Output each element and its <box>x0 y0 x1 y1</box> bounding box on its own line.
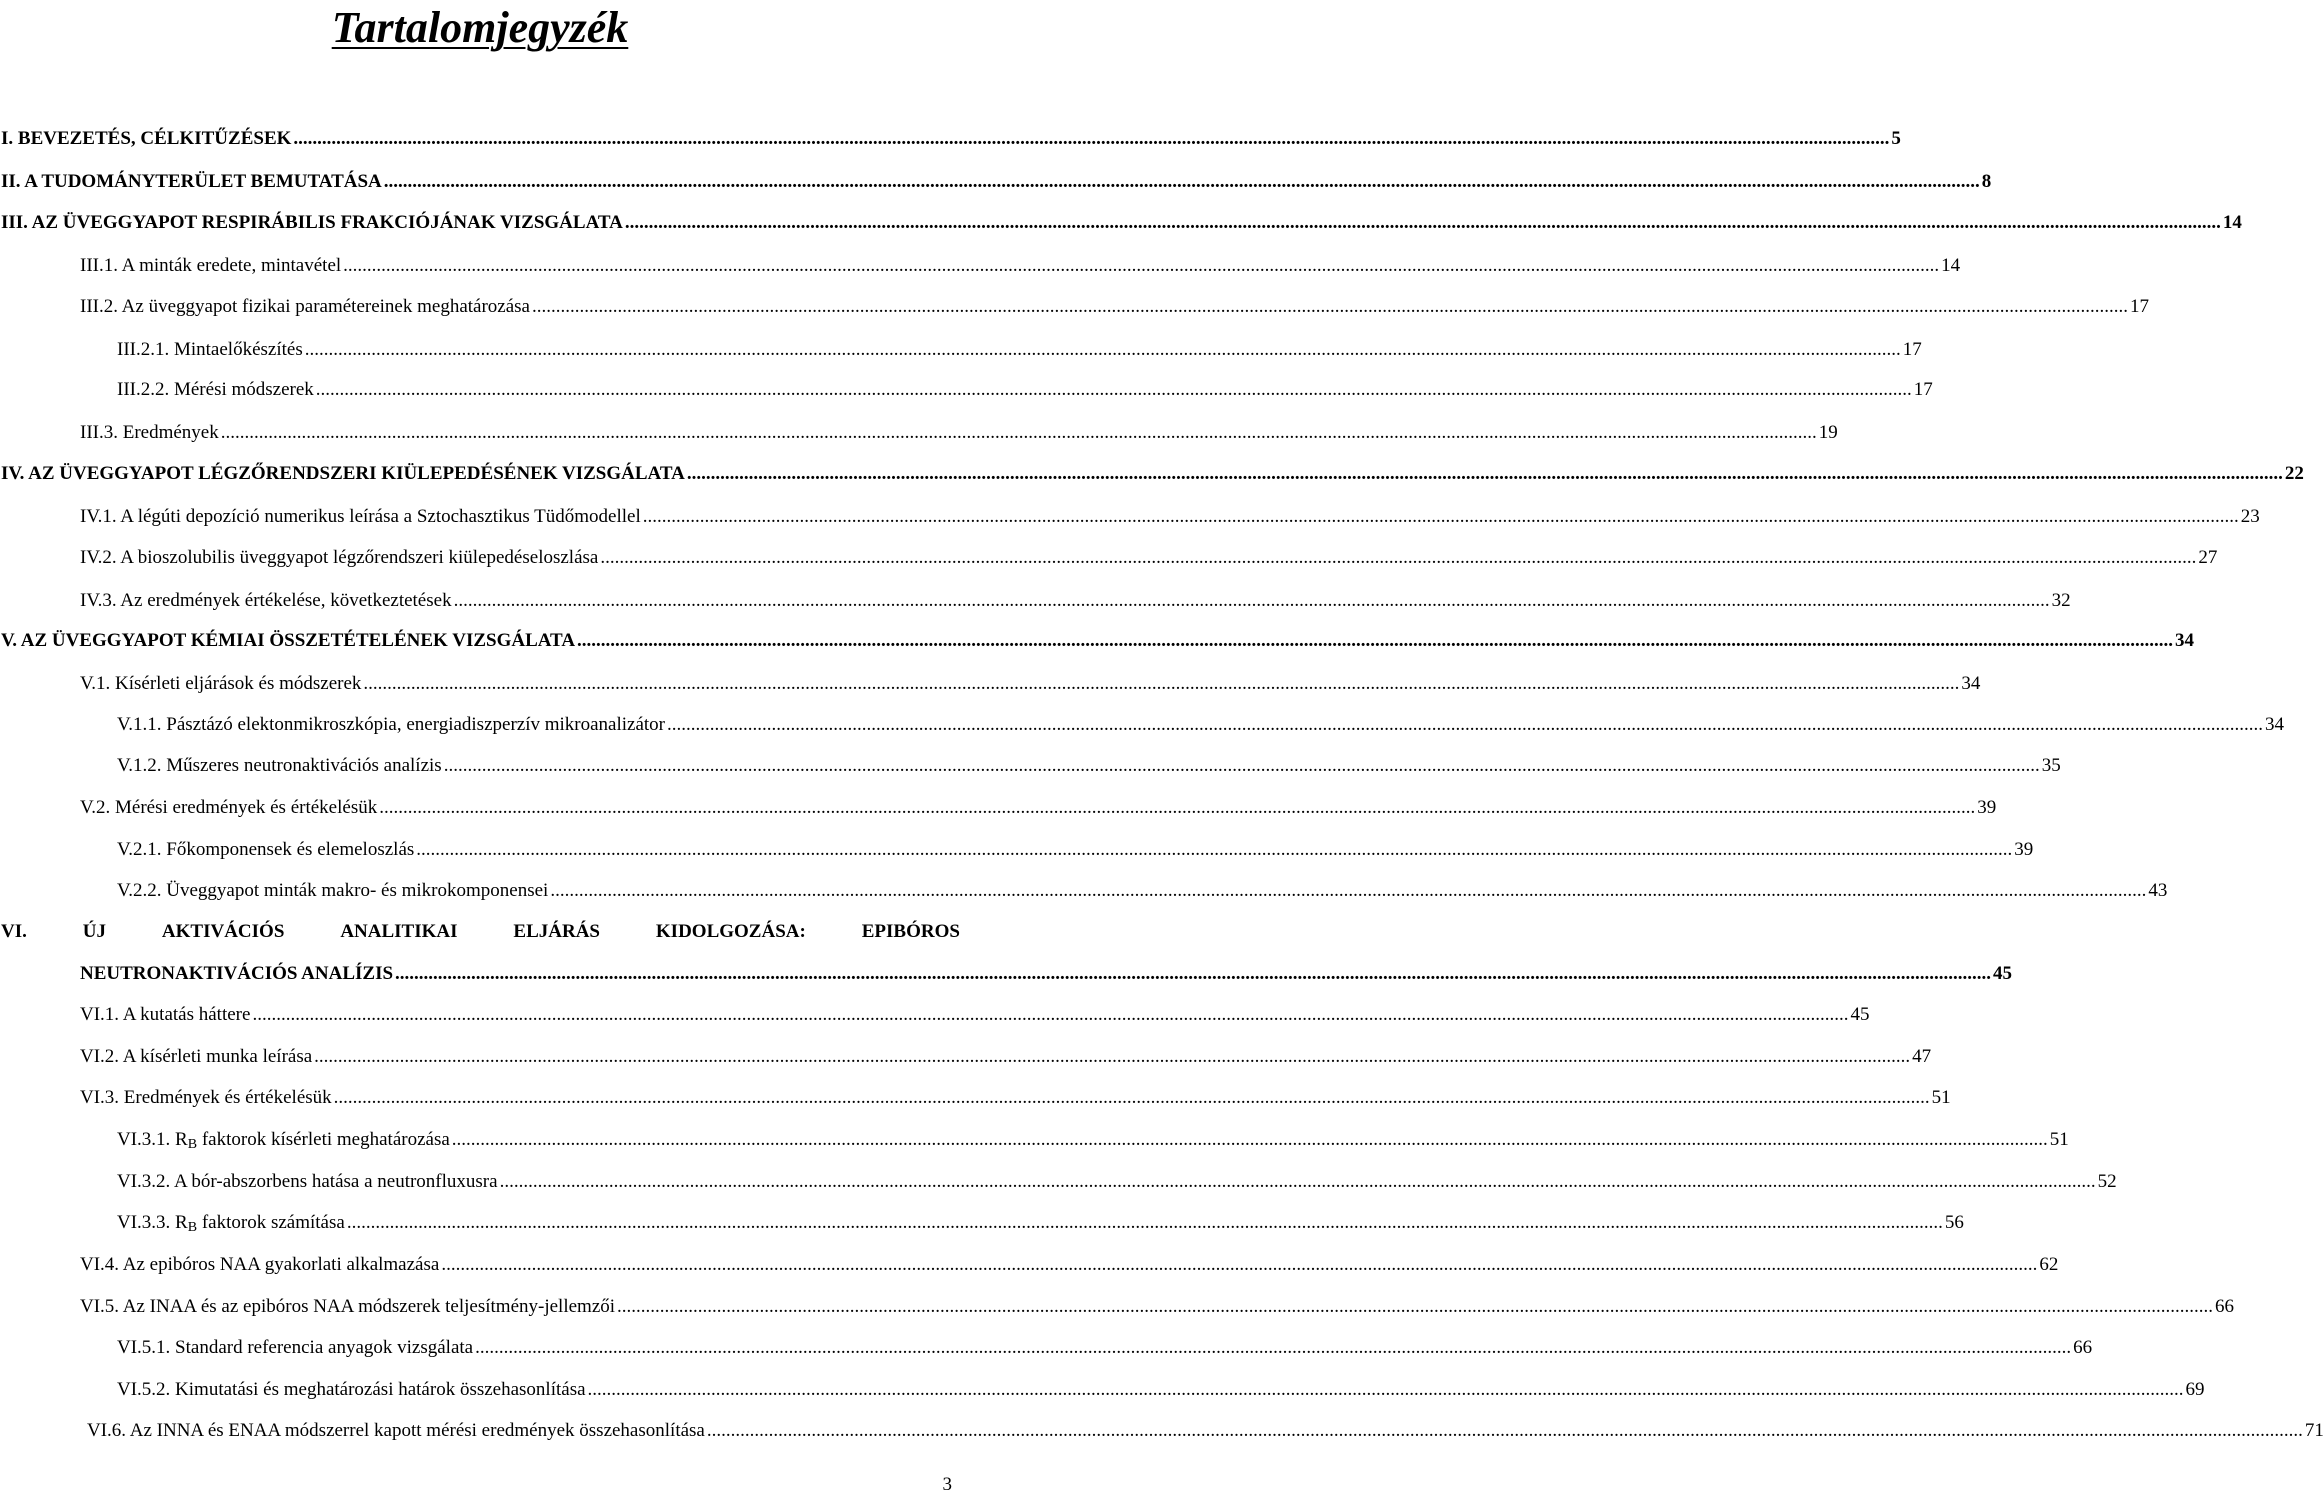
label-text: VI.3.3. R <box>117 1212 188 1233</box>
toc-entry-label: II. A TUDOMÁNYTERÜLET BEMUTATÁSA <box>1 171 382 192</box>
toc-leader: ................................................................................................................................................................................................................................................................................................................................................ <box>667 714 2264 735</box>
toc-entry[interactable] <box>80 421 1838 445</box>
toc-entry-page: 66 <box>2073 1337 2093 1358</box>
label-text: faktorok kísérleti meghatározása <box>197 1129 450 1150</box>
label-subscript: B <box>187 1137 198 1152</box>
toc-entry-page: 8 <box>1981 171 1992 192</box>
toc-leader: ................................................................................................................................................................................................................................................................................................................................................ <box>531 296 2128 317</box>
toc-entry-label: VI.6. Az INNA és ENAA módszerrel kapott mérési eredmények összehasonlítása <box>87 1420 705 1441</box>
toc-entry[interactable] <box>117 1128 2069 1157</box>
toc-entry-page: 34 <box>1961 673 1981 694</box>
toc-entry-label: V. AZ ÜVEGGYAPOT KÉMIAI ÖSSZETÉTELÉNEK VIZSGÁLATA <box>1 630 576 651</box>
toc-entry-page: 51 <box>2049 1129 2069 1150</box>
section-vi-heading-line1[interactable] <box>1 920 960 944</box>
toc-entry-label: VI.5. Az INAA és az epibóros NAA módszerek teljesítmény-jellemzői <box>80 1296 616 1317</box>
toc-entry-page: 22 <box>2284 463 2304 484</box>
toc-entry-label: VI.5.2. Kimutatási és meghatározási határok összehasonlítása <box>117 1379 586 1400</box>
toc-leader: ................................................................................................................................................................................................................................................................................................................................................ <box>395 963 1992 984</box>
toc-entry-page: 19 <box>1818 422 1838 443</box>
toc-entry[interactable] <box>117 754 2061 778</box>
toc-leader: ................................................................................................................................................................................................................................................................................................................................................ <box>624 212 2221 233</box>
label-subscript: B <box>187 1220 198 1235</box>
toc-entry-page: 32 <box>2051 590 2071 611</box>
toc-entry-label: III.2.2. Mérési módszerek <box>117 379 314 400</box>
toc-entry[interactable] <box>80 796 1997 820</box>
toc-entry-label: V.2.2. Üveggyapot minták makro- és mikrokomponensei <box>117 880 549 901</box>
toc-leader: ................................................................................................................................................................................................................................................................................................................................................ <box>346 1212 1943 1233</box>
toc-entry[interactable] <box>1 462 2304 486</box>
toc-leader: ................................................................................................................................................................................................................................................................................................................................................ <box>499 1171 2096 1192</box>
toc-entry-page: 47 <box>1912 1046 1932 1067</box>
page-number: 3 <box>942 1474 952 1495</box>
toc-entry[interactable] <box>1 629 2195 653</box>
toc-entry[interactable] <box>80 962 2013 986</box>
toc-entry[interactable] <box>80 1045 1932 1069</box>
toc-entry-page: 17 <box>1913 379 1933 400</box>
toc-entry-page: 35 <box>2041 755 2061 776</box>
label-text: faktorok számítása <box>197 1212 345 1233</box>
toc-entry[interactable] <box>80 1253 2059 1277</box>
toc-entry-page: 45 <box>1993 963 2013 984</box>
toc-entry-page: 34 <box>2175 630 2195 651</box>
toc-entry-page: 52 <box>2097 1171 2117 1192</box>
toc-entry-page: 23 <box>2240 506 2260 527</box>
toc-entry[interactable] <box>117 1378 2205 1402</box>
heading-word: KIDOLGOZÁSA: <box>655 921 806 942</box>
toc-leader: ................................................................................................................................................................................................................................................................................................................................................ <box>686 463 2283 484</box>
toc-leader: ................................................................................................................................................................................................................................................................................................................................................ <box>441 1254 2038 1275</box>
toc-entry-page: 34 <box>2265 714 2285 735</box>
toc-entry-page: 14 <box>2222 212 2242 233</box>
toc-entry[interactable] <box>1 127 1901 151</box>
toc-entry-label: III.1. A minták eredete, mintavétel <box>80 255 342 276</box>
toc-entry-label: IV. AZ ÜVEGGYAPOT LÉGZŐRENDSZERI KIÜLEPEDÉSÉNEK VIZSGÁLATA <box>1 463 685 484</box>
toc-leader: ................................................................................................................................................................................................................................................................................................................................................ <box>383 171 1980 192</box>
toc-entry-label: NEUTRONAKTIVÁCIÓS ANALÍZIS <box>80 963 394 984</box>
toc-entry-page: 17 <box>1902 339 1922 360</box>
toc-entry-label: I. BEVEZETÉS, CÉLKITŰZÉSEK <box>1 128 292 149</box>
toc-leader: ................................................................................................................................................................................................................................................................................................................................................ <box>293 128 1890 149</box>
toc-entry[interactable] <box>117 338 1922 362</box>
toc-entry-label: III.2. Az üveggyapot fizikai paramétereinek meghatározása <box>80 296 530 317</box>
toc-leader: ................................................................................................................................................................................................................................................................................................................................................ <box>333 1087 1930 1108</box>
toc-leader: ................................................................................................................................................................................................................................................................................................................................................ <box>343 255 1940 276</box>
toc-leader: ................................................................................................................................................................................................................................................................................................................................................ <box>642 506 2239 527</box>
toc-entry[interactable] <box>80 1295 2235 1319</box>
toc-entry-page: 69 <box>2185 1379 2205 1400</box>
toc-leader: ................................................................................................................................................................................................................................................................................................................................................ <box>453 590 2050 611</box>
toc-leader: ................................................................................................................................................................................................................................................................................................................................................ <box>314 1046 1911 1067</box>
toc-entry[interactable] <box>87 1419 2324 1443</box>
toc-leader: ................................................................................................................................................................................................................................................................................................................................................ <box>475 1337 2072 1358</box>
toc-entry-page: 5 <box>1891 128 1901 149</box>
toc-entry-label <box>117 1128 450 1157</box>
toc-entry-label: VI.5.1. Standard referencia anyagok vizsgálata <box>117 1337 474 1358</box>
toc-entry-label: VI.1. A kutatás háttere <box>80 1004 251 1025</box>
toc-entry-label: VI.2. A kísérleti munka leírása <box>80 1046 313 1067</box>
toc-entry[interactable] <box>80 1086 1951 1110</box>
heading-word: EPIBÓROS <box>861 921 960 942</box>
heading-word: VI. <box>1 921 27 942</box>
toc-entry-page: 62 <box>2039 1254 2059 1275</box>
toc-leader: ................................................................................................................................................................................................................................................................................................................................................ <box>443 755 2040 776</box>
toc-entry-label: III.2.1. Mintaelőkészítés <box>117 339 303 360</box>
toc-entry-page: 66 <box>2215 1296 2235 1317</box>
toc-leader: ................................................................................................................................................................................................................................................................................................................................................ <box>577 630 2174 651</box>
toc-leader: ................................................................................................................................................................................................................................................................................................................................................ <box>451 1129 2048 1150</box>
page-title: Tartalomjegyzék <box>331 3 629 52</box>
toc-leader: ................................................................................................................................................................................................................................................................................................................................................ <box>379 797 1976 818</box>
toc-leader: ................................................................................................................................................................................................................................................................................................................................................ <box>587 1379 2184 1400</box>
toc-entry-label: VI.3. Eredmények és értékelésük <box>80 1087 332 1108</box>
toc-entry[interactable] <box>80 672 1981 696</box>
toc-leader: ................................................................................................................................................................................................................................................................................................................................................ <box>550 880 2147 901</box>
toc-entry[interactable] <box>117 378 1933 402</box>
toc-entry-label: V.2. Mérési eredmények és értékelésük <box>80 797 378 818</box>
toc-leader: ................................................................................................................................................................................................................................................................................................................................................ <box>600 547 2197 568</box>
toc-entry[interactable] <box>80 505 2260 529</box>
toc-entry-label: VI.4. Az epibóros NAA gyakorlati alkalmazása <box>80 1254 440 1275</box>
toc-entry-label: V.1.2. Műszeres neutronaktivációs analízis <box>117 755 442 776</box>
toc-entry-page: 43 <box>2148 880 2168 901</box>
toc-leader: ................................................................................................................................................................................................................................................................................................................................................ <box>706 1420 2303 1441</box>
toc-entry-label <box>117 1211 345 1240</box>
toc-entry[interactable] <box>1 211 2242 235</box>
toc-entry-page: 45 <box>1850 1004 1870 1025</box>
toc-entry[interactable] <box>117 879 2168 903</box>
toc-entry[interactable] <box>80 254 1961 278</box>
heading-word: ÚJ <box>82 921 107 942</box>
toc-entry-page: 39 <box>2014 839 2034 860</box>
toc-leader: ................................................................................................................................................................................................................................................................................................................................................ <box>220 422 1817 443</box>
toc-entry[interactable] <box>80 589 2071 613</box>
toc-entry[interactable] <box>117 1336 2093 1360</box>
toc-entry-label: III.3. Eredmények <box>80 422 219 443</box>
label-text: VI.3.1. R <box>117 1129 188 1150</box>
toc-entry-page: 71 <box>2304 1420 2324 1441</box>
toc-entry[interactable] <box>1 170 1992 194</box>
toc-entry[interactable] <box>117 713 2285 737</box>
toc-entry-page: 17 <box>2129 296 2149 317</box>
toc-entry[interactable] <box>80 1003 1870 1027</box>
toc-leader: ................................................................................................................................................................................................................................................................................................................................................ <box>617 1296 2214 1317</box>
toc-leader: ................................................................................................................................................................................................................................................................................................................................................ <box>416 839 2013 860</box>
toc-entry-page: 14 <box>1941 255 1961 276</box>
toc-entry-label: V.2.1. Főkomponensek és elemeloszlás <box>117 839 415 860</box>
toc-entry-page: 39 <box>1977 797 1997 818</box>
toc-entry[interactable] <box>80 295 2149 319</box>
heading-word: ANALITIKAI <box>340 921 458 942</box>
toc-entry[interactable] <box>117 1211 1964 1240</box>
heading-word: ELJÁRÁS <box>513 921 600 942</box>
toc-entry-page: 56 <box>1944 1212 1964 1233</box>
toc-entry[interactable] <box>117 838 2034 862</box>
toc-leader: ................................................................................................................................................................................................................................................................................................................................................ <box>315 379 1912 400</box>
heading-word: AKTIVÁCIÓS <box>161 921 285 942</box>
toc-entry-label: VI.3.2. A bór-abszorbens hatása a neutronfluxusra <box>117 1171 498 1192</box>
toc-entry-label: IV.3. Az eredmények értékelése, következtetések <box>80 590 452 611</box>
toc-entry-label: IV.1. A légúti depozíció numerikus leírása a Sztochasztikus Tüdőmodellel <box>80 506 641 527</box>
toc-entry[interactable] <box>117 1170 2117 1194</box>
toc-entry-label: IV.2. A bioszolubilis üveggyapot légzőrendszeri kiülepedéseloszlása <box>80 547 599 568</box>
toc-leader: ................................................................................................................................................................................................................................................................................................................................................ <box>304 339 1901 360</box>
toc-entry[interactable] <box>80 546 2218 570</box>
toc-entry-label: V.1. Kísérleti eljárások és módszerek <box>80 673 362 694</box>
toc-entry-label: V.1.1. Pásztázó elektonmikroszkópia, energiadiszperzív mikroanalizátor <box>117 714 666 735</box>
toc-leader: ................................................................................................................................................................................................................................................................................................................................................ <box>363 673 1960 694</box>
toc-entry-page: 51 <box>1931 1087 1951 1108</box>
toc-entry-page: 27 <box>2198 547 2218 568</box>
toc-leader: ................................................................................................................................................................................................................................................................................................................................................ <box>252 1004 1849 1025</box>
toc-entry-label: III. AZ ÜVEGGYAPOT RESPIRÁBILIS FRAKCIÓJÁNAK VIZSGÁLATA <box>1 212 623 233</box>
